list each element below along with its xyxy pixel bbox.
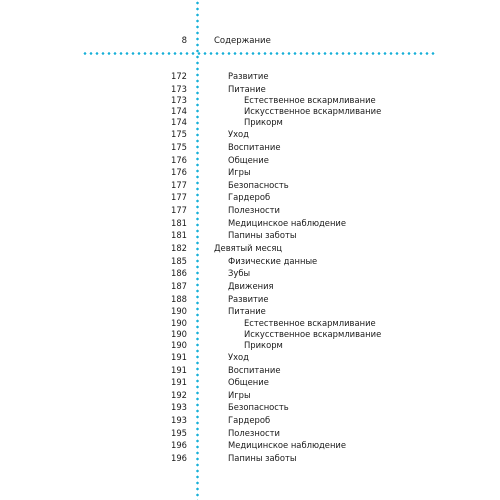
toc-entry bbox=[0, 267, 500, 280]
toc-page-number: 174 bbox=[171, 117, 187, 128]
toc-page-number: 175 bbox=[171, 129, 187, 140]
toc-page-number: 193 bbox=[171, 415, 187, 426]
toc-title: Гардероб bbox=[228, 415, 271, 426]
toc-page-number: 177 bbox=[171, 192, 187, 203]
toc-title: Естественное вскармливание bbox=[244, 317, 376, 328]
toc-entry bbox=[0, 95, 500, 106]
toc-page-number: 190 bbox=[171, 328, 187, 339]
toc-entry bbox=[0, 401, 500, 414]
toc-title: Искусственное вскармливание bbox=[244, 106, 382, 117]
toc-title: Воспитание bbox=[228, 364, 281, 375]
toc-page-number: 173 bbox=[171, 95, 187, 106]
toc-entry bbox=[0, 414, 500, 427]
toc-entry bbox=[0, 427, 500, 440]
toc-entry bbox=[0, 117, 500, 128]
toc-entry bbox=[0, 141, 500, 154]
toc-entry bbox=[0, 318, 500, 329]
toc-title: Полезности bbox=[228, 427, 280, 438]
toc-title: Безопасность bbox=[228, 402, 289, 413]
toc-title: Гардероб bbox=[228, 192, 271, 203]
toc-page-number: 186 bbox=[171, 268, 187, 279]
toc-page-number: 191 bbox=[171, 351, 187, 362]
toc-title: Движения bbox=[228, 280, 274, 291]
toc-page-number: 190 bbox=[171, 306, 187, 317]
toc-title: Медицинское наблюдение bbox=[228, 440, 347, 451]
toc-entry bbox=[0, 242, 500, 255]
toc-entry bbox=[0, 376, 500, 389]
toc-entry bbox=[0, 439, 500, 452]
toc-title: Игры bbox=[228, 167, 251, 178]
toc-title: Полезности bbox=[228, 205, 280, 216]
toc-entry bbox=[0, 351, 500, 364]
toc-entry bbox=[0, 364, 500, 377]
toc-entry bbox=[0, 166, 500, 179]
toc-page-number: 181 bbox=[171, 217, 187, 228]
toc-title: Естественное вскармливание bbox=[244, 95, 376, 106]
horizontal-dotted-rule bbox=[82, 52, 436, 55]
table-of-contents bbox=[0, 70, 500, 465]
toc-title: Зубы bbox=[228, 268, 251, 279]
toc-page-number: 176 bbox=[171, 167, 187, 178]
toc-title: Физические данные bbox=[228, 255, 318, 266]
toc-entry bbox=[0, 452, 500, 465]
toc-entry bbox=[0, 329, 500, 340]
toc-entry bbox=[0, 204, 500, 217]
toc-page-number: 175 bbox=[171, 141, 187, 152]
toc-page-number: 177 bbox=[171, 179, 187, 190]
toc-title: Развитие bbox=[228, 71, 269, 81]
toc-entry bbox=[0, 191, 500, 204]
toc-page-number: 182 bbox=[171, 243, 187, 254]
toc-title: Медицинское наблюдение bbox=[228, 217, 347, 228]
toc-title: Развитие bbox=[228, 293, 269, 304]
toc-entry bbox=[0, 106, 500, 117]
toc-page-number: 195 bbox=[171, 427, 187, 438]
toc-page-number: 188 bbox=[171, 293, 187, 304]
toc-entry bbox=[0, 280, 500, 293]
toc-entry bbox=[0, 70, 500, 83]
toc-title: Воспитание bbox=[228, 141, 281, 152]
toc-entry bbox=[0, 389, 500, 402]
toc-page-number: 191 bbox=[171, 364, 187, 375]
toc-entry bbox=[0, 128, 500, 141]
page-number: 8 bbox=[181, 36, 187, 46]
toc-entry bbox=[0, 179, 500, 192]
toc-entry bbox=[0, 154, 500, 167]
toc-page-number: 190 bbox=[171, 317, 187, 328]
toc-title: Прикорм bbox=[244, 339, 283, 350]
toc-title: Искусственное вскармливание bbox=[244, 328, 382, 339]
toc-title: Девятый месяц bbox=[214, 243, 283, 254]
toc-entry bbox=[0, 83, 500, 96]
toc-title: Папины заботы bbox=[228, 453, 297, 464]
toc-page-number: 187 bbox=[171, 280, 187, 291]
toc-title: Безопасность bbox=[228, 179, 289, 190]
toc-page-number: 185 bbox=[171, 255, 187, 266]
toc-page-number: 172 bbox=[171, 71, 187, 81]
toc-title: Питание bbox=[228, 306, 266, 317]
toc-entry bbox=[0, 255, 500, 268]
toc-title: Прикорм bbox=[244, 117, 283, 128]
toc-page-number: 173 bbox=[171, 83, 187, 94]
toc-entry bbox=[0, 305, 500, 318]
toc-title: Общение bbox=[228, 154, 269, 165]
toc-page-number: 176 bbox=[171, 154, 187, 165]
toc-entry bbox=[0, 229, 500, 242]
toc-page-number: 196 bbox=[171, 440, 187, 451]
toc-entry bbox=[0, 340, 500, 351]
toc-title: Питание bbox=[228, 83, 266, 94]
toc-title: Уход bbox=[228, 351, 249, 362]
toc-title: Игры bbox=[228, 389, 251, 400]
toc-entry bbox=[0, 293, 500, 306]
toc-page-number: 174 bbox=[171, 106, 187, 117]
toc-page-number: 196 bbox=[171, 453, 187, 464]
toc-title: Папины заботы bbox=[228, 230, 297, 241]
toc-title: Общение bbox=[228, 377, 269, 388]
toc-entry bbox=[0, 217, 500, 230]
toc-page-number: 193 bbox=[171, 402, 187, 413]
toc-page-number: 192 bbox=[171, 389, 187, 400]
toc-title: Уход bbox=[228, 129, 249, 140]
toc-page-number: 181 bbox=[171, 230, 187, 241]
toc-page-number: 190 bbox=[171, 339, 187, 350]
section-title: Содержание bbox=[214, 36, 271, 46]
toc-page-number: 177 bbox=[171, 205, 187, 216]
toc-page-number: 191 bbox=[171, 377, 187, 388]
